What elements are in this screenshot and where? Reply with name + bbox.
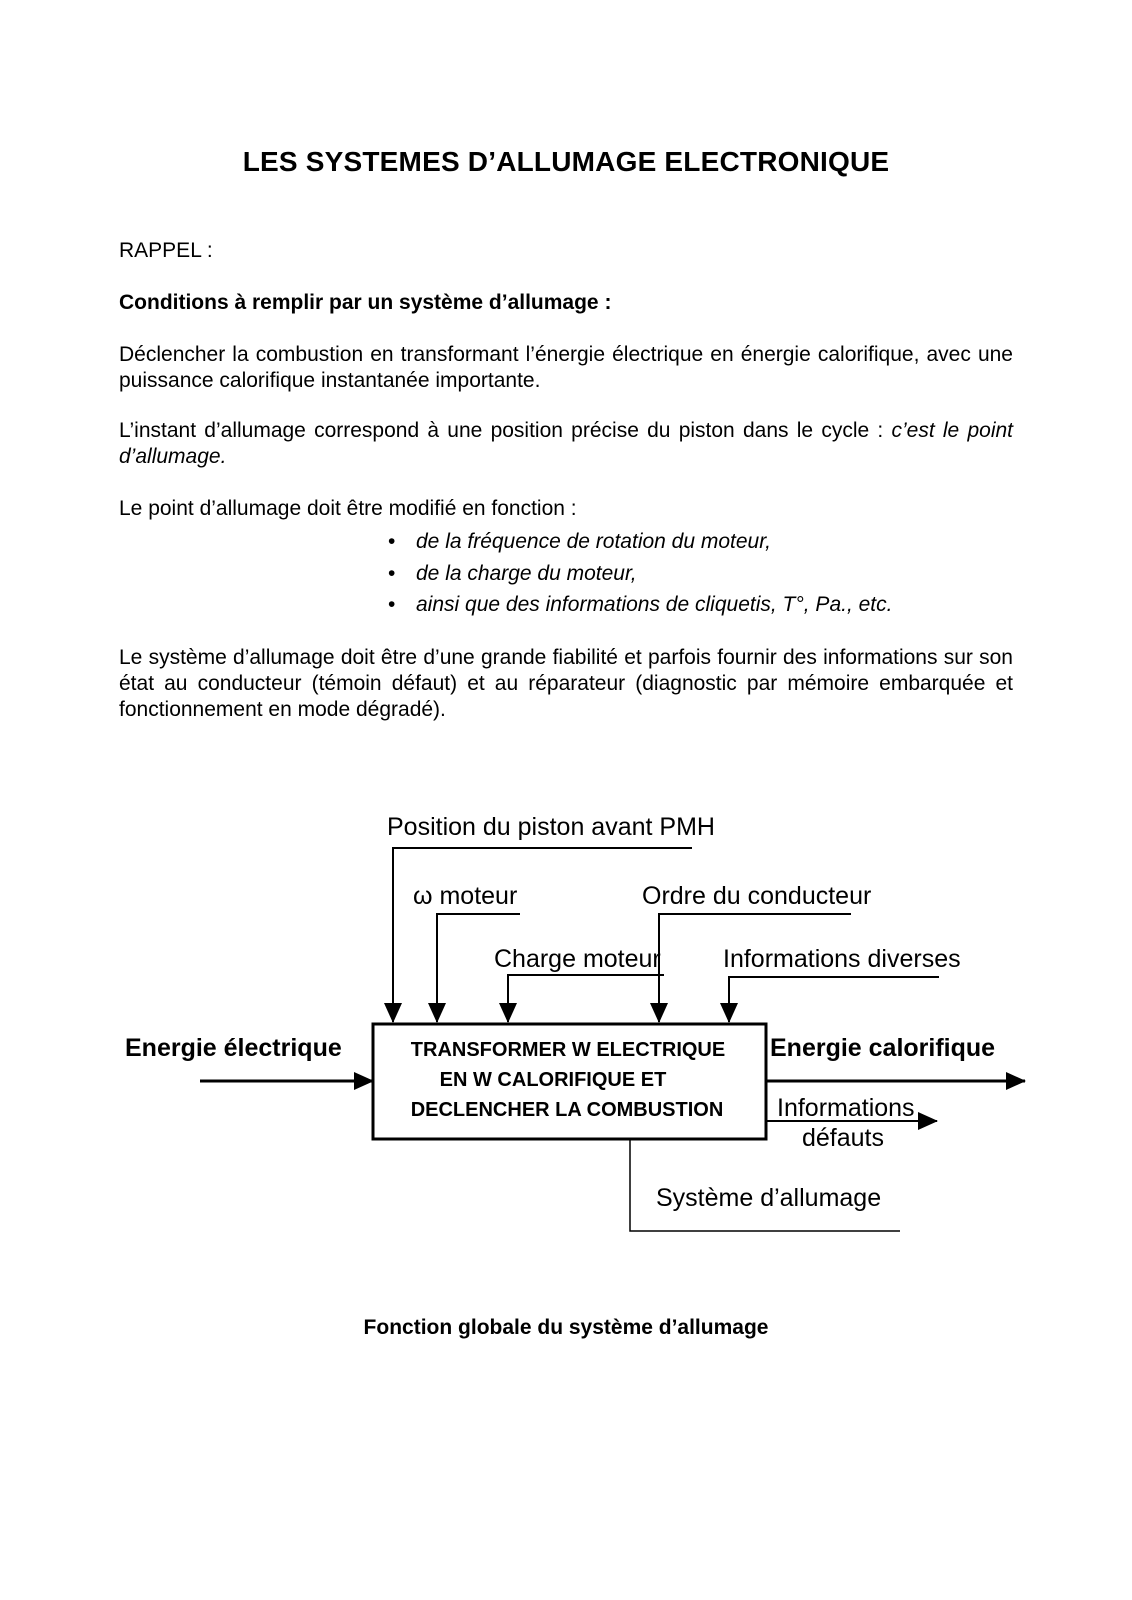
bullet-list — [388, 526, 892, 621]
omega-symbol: ω — [413, 882, 433, 910]
label-ordre-conducteur: Ordre du conducteur — [642, 882, 872, 910]
page-title: LES SYSTEMES D’ALLUMAGE ELECTRONIQUE — [242, 146, 890, 177]
bullet-text: de la charge du moteur, — [416, 561, 637, 585]
box-line-3: DECLENCHER LA COMBUSTION — [410, 1099, 724, 1121]
label-omega-moteur — [413, 882, 517, 910]
bullet-text: ainsi que des informations de cliquetis, T°, Pa., etc. — [416, 593, 893, 616]
box-line-2: EN W CALORIFIQUE ET — [439, 1069, 667, 1091]
paragraph-fiabilite: Le système d’allumage doit être d’une grande fiabilité et parfois fournir des informations sur son état au conducteur (témoin défaut) et au réparateur (diagnostic par mémoire embarquée et fonctionnement en mode dégradé). — [119, 646, 1013, 721]
bullet-text: de la fréquence de rotation du moteur, — [416, 530, 771, 553]
paragraph-instant-text: L’instant d’allumage correspond à une position précise du piston dans le cycle : — [119, 419, 892, 442]
label-energie-calorifique: Energie calorifique — [770, 1034, 996, 1062]
figure-caption: Fonction globale du système d’allumage — [363, 1316, 769, 1339]
label-defauts: défauts — [802, 1124, 885, 1152]
label-systeme-allumage: Système d’allumage — [656, 1184, 882, 1212]
arrow-informations-diverses — [729, 977, 939, 1022]
label-position-piston: Position du piston avant PMH — [387, 813, 715, 841]
label-energie-electrique: Energie électrique — [125, 1034, 342, 1062]
bullet-item — [388, 558, 892, 590]
label-informations-diverses: Informations diverses — [723, 945, 961, 973]
bullet-dot-icon: • — [388, 561, 396, 585]
label-charge-moteur: Charge moteur — [494, 945, 661, 973]
bullet-dot-icon: • — [388, 530, 396, 553]
function-diagram — [0, 800, 1132, 1260]
label-informations: Informations — [777, 1094, 915, 1122]
paragraph-instant-allumage — [119, 418, 1013, 470]
paragraph-point-allumage: Le point d’allumage doit être modifié en fonction : — [119, 497, 577, 520]
bullet-item — [388, 526, 892, 558]
box-line-1: TRANSFORMER W ELECTRIQUE — [410, 1039, 726, 1061]
conditions-heading: Conditions à remplir par un système d’allumage : — [119, 291, 612, 314]
bullet-dot-icon: • — [388, 593, 396, 616]
paragraph-instant-italic: c’est le point d’allumage. — [119, 419, 1013, 468]
bullet-item — [388, 589, 892, 621]
rappel-label: RAPPEL : — [119, 239, 213, 262]
arrow-charge-moteur — [508, 975, 664, 1022]
omega-text: moteur — [432, 882, 518, 910]
paragraph-combustion: Déclencher la combustion en transformant l’énergie électrique en énergie calorifique, avec une puissance calorifique instantanée importante. — [119, 343, 1013, 392]
